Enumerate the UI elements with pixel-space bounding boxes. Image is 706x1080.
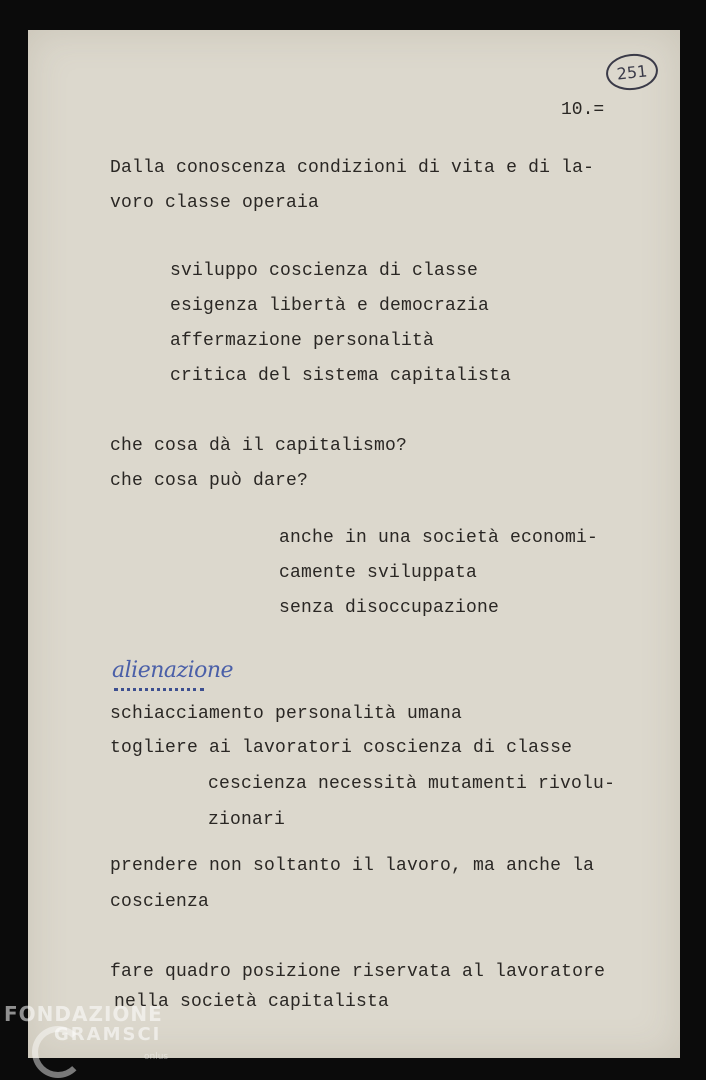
text-line: che cosa può dare?	[110, 471, 309, 491]
foundation-watermark	[4, 1002, 169, 1062]
text-line: sviluppo coscienza di classe	[170, 261, 479, 281]
text-line: voro classe operaia	[110, 193, 320, 213]
text-line: schiacciamento personalità umana	[110, 704, 463, 724]
watermark-line1: FONDAZIONE	[4, 1002, 163, 1026]
handwritten-note: alienazione	[112, 658, 234, 683]
text-line: zionari	[208, 810, 286, 830]
text-line: cescienza necessità mutamenti rivolu-	[208, 774, 616, 794]
text-line: coscienza	[110, 892, 210, 912]
archive-stamp	[604, 51, 659, 92]
text-line: togliere ai lavoratori coscienza di classe	[110, 738, 573, 758]
text-line: che cosa dà il capitalismo?	[110, 436, 408, 456]
stamp-number: 251	[615, 60, 649, 84]
text-line: critica del sistema capitalista	[170, 366, 512, 386]
text-line: prendere non soltanto il lavoro, ma anche la	[110, 856, 595, 876]
document-page	[28, 30, 680, 1058]
text-line: Dalla conoscenza condizioni di vita e di la-	[110, 158, 595, 178]
watermark-line2: GRAMSCI	[54, 1024, 162, 1045]
text-line: camente sviluppata	[279, 563, 478, 583]
watermark-suffix: onlus	[144, 1052, 169, 1062]
page-number: 10.=	[561, 100, 605, 120]
text-line: nella società capitalista	[114, 992, 390, 1012]
dotted-underline	[114, 684, 204, 691]
text-line: anche in una società economi-	[279, 528, 599, 548]
text-line: esigenza libertà e democrazia	[170, 296, 490, 316]
text-line: affermazione personalità	[170, 331, 435, 351]
text-line: senza disoccupazione	[279, 598, 500, 618]
text-line: fare quadro posizione riservata al lavoratore	[110, 962, 606, 982]
